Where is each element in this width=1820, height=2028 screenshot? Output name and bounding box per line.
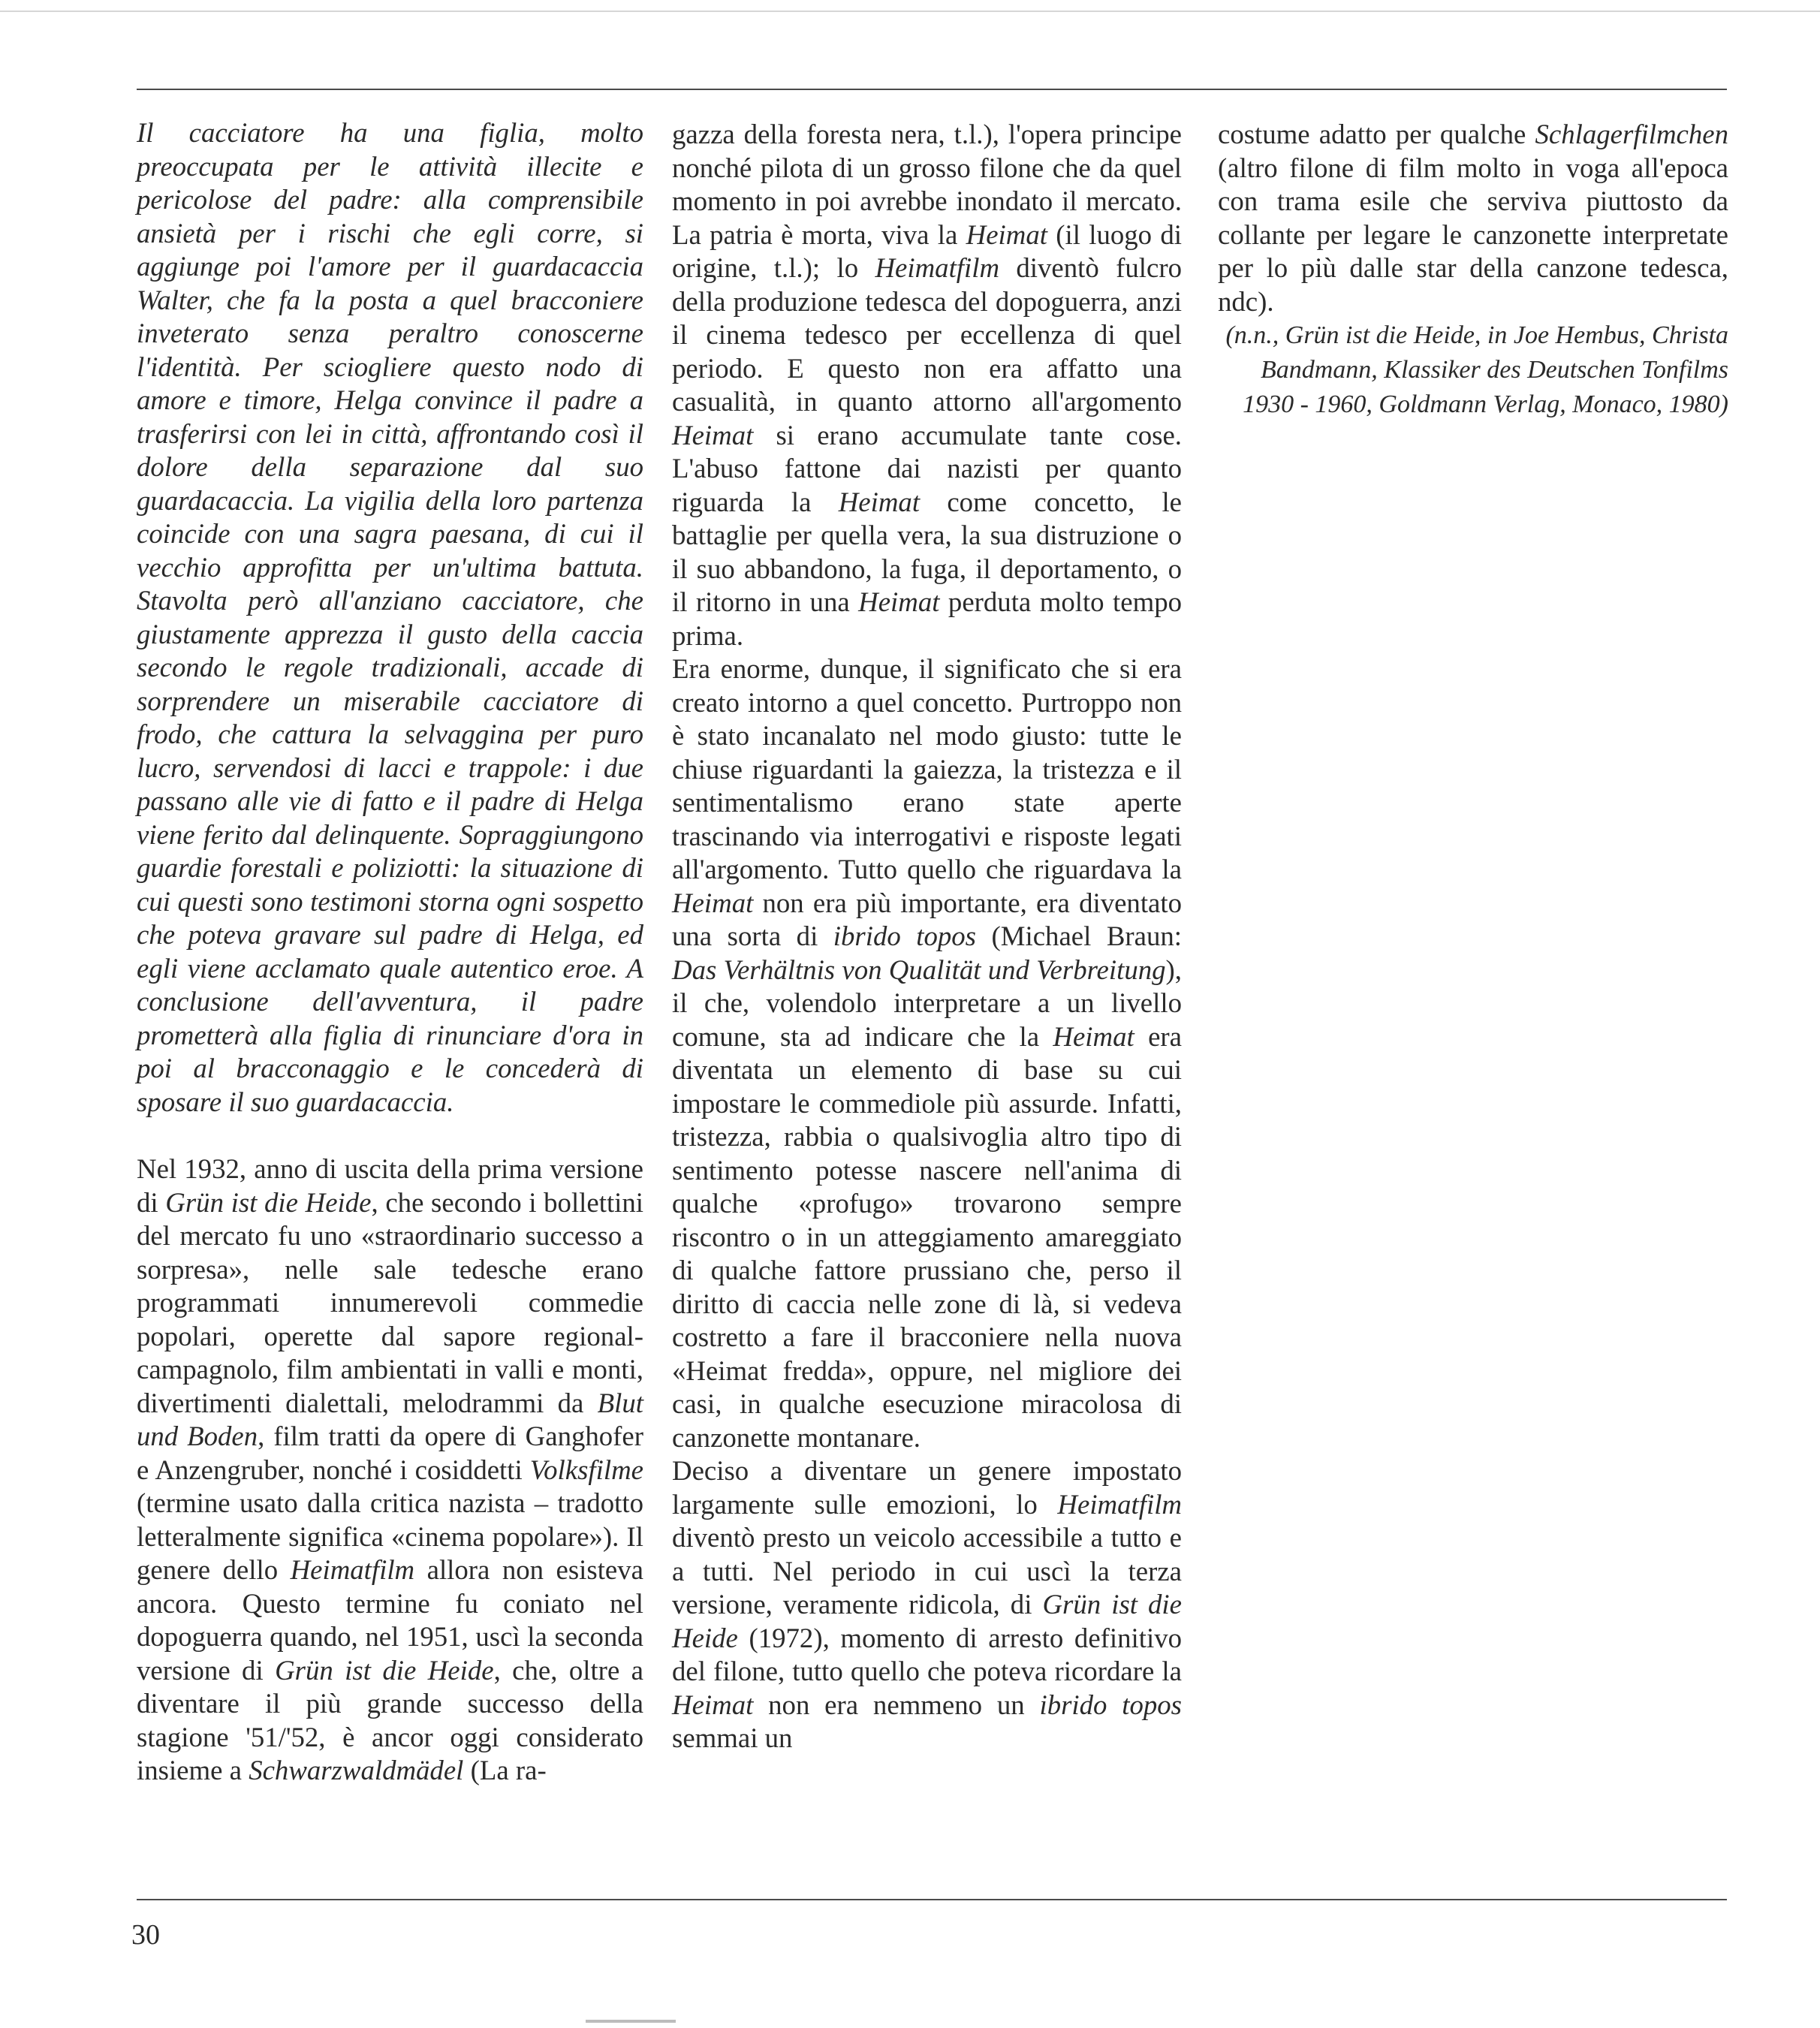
italic-term: Heimatfilm [1057, 1488, 1182, 1520]
italic-title: Grün ist die Heide [275, 1654, 494, 1686]
column-3 [1218, 118, 1728, 422]
italic-title: Blut und Boden [137, 1387, 643, 1451]
text-run: Deciso a diventare un genere impostato largamente sulle emozioni, lo [672, 1455, 1182, 1520]
italic-term: Heimat [672, 1689, 754, 1720]
column-2 [672, 118, 1182, 1755]
text-run: non era più importante, era diventato una sorta di [672, 887, 1182, 951]
text-run: allora non esisteva ancora. Questo termine fu coniato nel dopoguerra quando, nel 1951, uscì la seconda versione di [137, 1554, 643, 1686]
source-citation: (n.n., Grün ist die Heide, in Joe Hembus, Christa Bandmann, Klassiker des Deutschen Tonfilms 1930 - 1960, Goldmann Verlag, Monaco, 1980) [1225, 321, 1728, 418]
text-run: diventò fulcro della produzione tedesca del dopoguerra, anzi il cinema tedesco per eccellenza di quel periodo. E questo non era affatto una casualità, in quanto attorno all'argomento [672, 252, 1183, 417]
text-run: costume adatto per qualche [1218, 119, 1535, 149]
italic-term: Volksfilme [529, 1454, 643, 1485]
text-run: , che, oltre a diventare il più grande successo della stagione '51/'52, è ancor oggi considerato insieme a [137, 1654, 644, 1785]
scan-edge-top [0, 11, 1820, 12]
italic-term: Heimat [838, 486, 921, 517]
italic-term: Schlagerfilmchen [1535, 119, 1728, 149]
text-run: non era nemmeno un [753, 1689, 1040, 1720]
italic-term: ibrido topos [1039, 1689, 1182, 1720]
paragraph-significato [672, 652, 1182, 1454]
text-run: Nel 1932, anno di uscita della prima versione di [137, 1153, 643, 1218]
text-run: semmai un [672, 1722, 793, 1753]
text-run: , che secondo i bollettini del mercato fu uno «straordinario successo a sorpresa», nelle sale tedesche erano programmati innumerevoli commedie popolari, operette dal sapore regional-campagnolo, film ambientati in valli e monti, divertimenti dialettali, melodrammi da [137, 1186, 644, 1418]
top-rule [137, 89, 1727, 90]
text-run: (termine usato dalla critica nazista – tradotto letteralmente significa «cinema popolare»). Il genere dello [137, 1487, 643, 1585]
italic-term: Heimatfilm [290, 1554, 415, 1585]
text-run: gazza della foresta nera, t.l.), l'opera principe nonché pilota di un grosso filone che da quel momento in poi avrebbe inondato il mercato. La patria è morta, viva la [672, 119, 1182, 250]
page-number: 30 [131, 1919, 160, 1951]
text-run: (altro filone di film molto in voga all'epoca con trama esile che serviva piuttosto da collante per legare le canzonette interpretate per lo più dalle star della canzone tedesca, ndc). [1218, 152, 1728, 317]
plot-summary: Il cacciatore ha una figlia, molto preoccupata per le attività illecite e pericolose del padre: alla comprensibile ansietà per i rischi che egli corre, si aggiunge poi l'amore per il guardacaccia Walter, che fa la posta a quel bracconiere inveterato senza peraltro conoscerne l'identità. Per sciogliere questo nodo di amore e timore, Helga convince il padre a trasferirsi con lei in città, affrontando così il dolore della separazione dal suo guardacaccia. La vigilia della loro partenza coincide con una sagra paesana, di cui il vecchio approfitta per un'ultima battuta. Stavolta però all'anziano cacciatore, che giustamente apprezza il gusto della caccia secondo le regole tradizionali, accade di sorprendere un miserabile cacciatore di frodo, che cattura la selvaggina per puro lucro, servendosi di lacci e trappole: i due passano alle vie di fatto e il padre di Helga viene ferito dal delinquente. Sopraggiungono guardie forestali e poliziotti: la situazione di cui questi sono testimoni storna ogni sospetto che poteva gravare sul padre di Helga, ed egli viene acclamato quale autentico eroe. A conclusione dell'avventura, il padre prometterà alla figlia di rinunciare d'ora in poi al bracconaggio e le concederà di sposare il suo guardacaccia. [137, 117, 643, 1117]
italic-term: Heimat [1053, 1020, 1134, 1052]
italic-term: Heimat [966, 218, 1047, 250]
paragraph-heimat-origin [672, 118, 1182, 652]
text-run: come concetto, le battaglie per quella vera, la sua distruzione o il suo abbandono, la fuga, il deportamento, o il ritorno in una [672, 486, 1183, 617]
column-1 [137, 116, 643, 1788]
italic-term: ibrido topos [833, 921, 977, 951]
italic-term: Heimatfilm [875, 252, 1000, 283]
text-run: (Michael Braun: [976, 921, 1182, 951]
text-run: perduta molto tempo prima. [672, 586, 1182, 651]
text-run: (il luogo di origine, t.l.); lo [672, 218, 1182, 283]
italic-term: Heimat [672, 887, 754, 918]
italic-title: Grün ist die Heide [165, 1186, 372, 1218]
text-run: si erano accumulate tante cose. L'abuso fattone dai nazisti per quanto riguarda la [672, 419, 1182, 517]
paragraph-gap [137, 1119, 643, 1153]
text-run: (1972), momento di arresto definitivo del filone, tutto quello che poteva ricordare la [672, 1622, 1182, 1686]
paragraph-1932 [137, 1153, 643, 1788]
bottom-rule [137, 1899, 1727, 1900]
text-run: Era enorme, dunque, il significato che si era creato intorno a quel concetto. Purtroppo non è stato incanalato nel modo giusto: tutte le chiuse riguardanti la gaiezza, la tristezza e il sentimentalismo erano state aperte trascinando via interrogativi e risposte legati all'argomento. Tutto quello che riguardava la [672, 653, 1182, 884]
paragraph-costume [1218, 118, 1728, 318]
text-run: , film tratti da opere di Ganghofer e Anzengruber, nonché i cosiddetti [137, 1421, 643, 1485]
text-run: era diventata un elemento di base su cui impostare le commediole più assurde. Infatti, tristezza, rabbia o qualsivoglia altro tipo di sentimento potesse nascere nell'anima di qualche «profugo» trovarono sempre riscontro o in un atteggiamento amareggiato di qualche fattore prussiano che, perso il diritto di caccia nelle zone di là, si vedeva costretto a fare il bracconiere nella nuova «Heimat fredda», oppure, nel migliore dei casi, in qualche esecuzione miracolosa di canzonette montanare. [672, 1020, 1182, 1453]
text-run: (La ra- [463, 1755, 547, 1785]
scan-edge-bottom [586, 2020, 676, 2023]
paragraph-genere [672, 1454, 1182, 1755]
italic-term: Heimat [672, 419, 754, 450]
italic-title: Schwarzwaldmädel [249, 1755, 464, 1785]
italic-term: Heimat [858, 586, 940, 617]
text-run: diventò presto un veicolo accessibile a tutto e a tutti. Nel periodo in cui uscì la terza versione, veramente ridicola, di [672, 1522, 1182, 1620]
text-run: ), il che, volendolo interpretare a un livello comune, sta ad indicare che la [672, 954, 1182, 1052]
italic-title: Grün ist die Heide [672, 1589, 1182, 1653]
italic-title: Das Verhältnis von Qualität und Verbreitung [672, 954, 1166, 985]
